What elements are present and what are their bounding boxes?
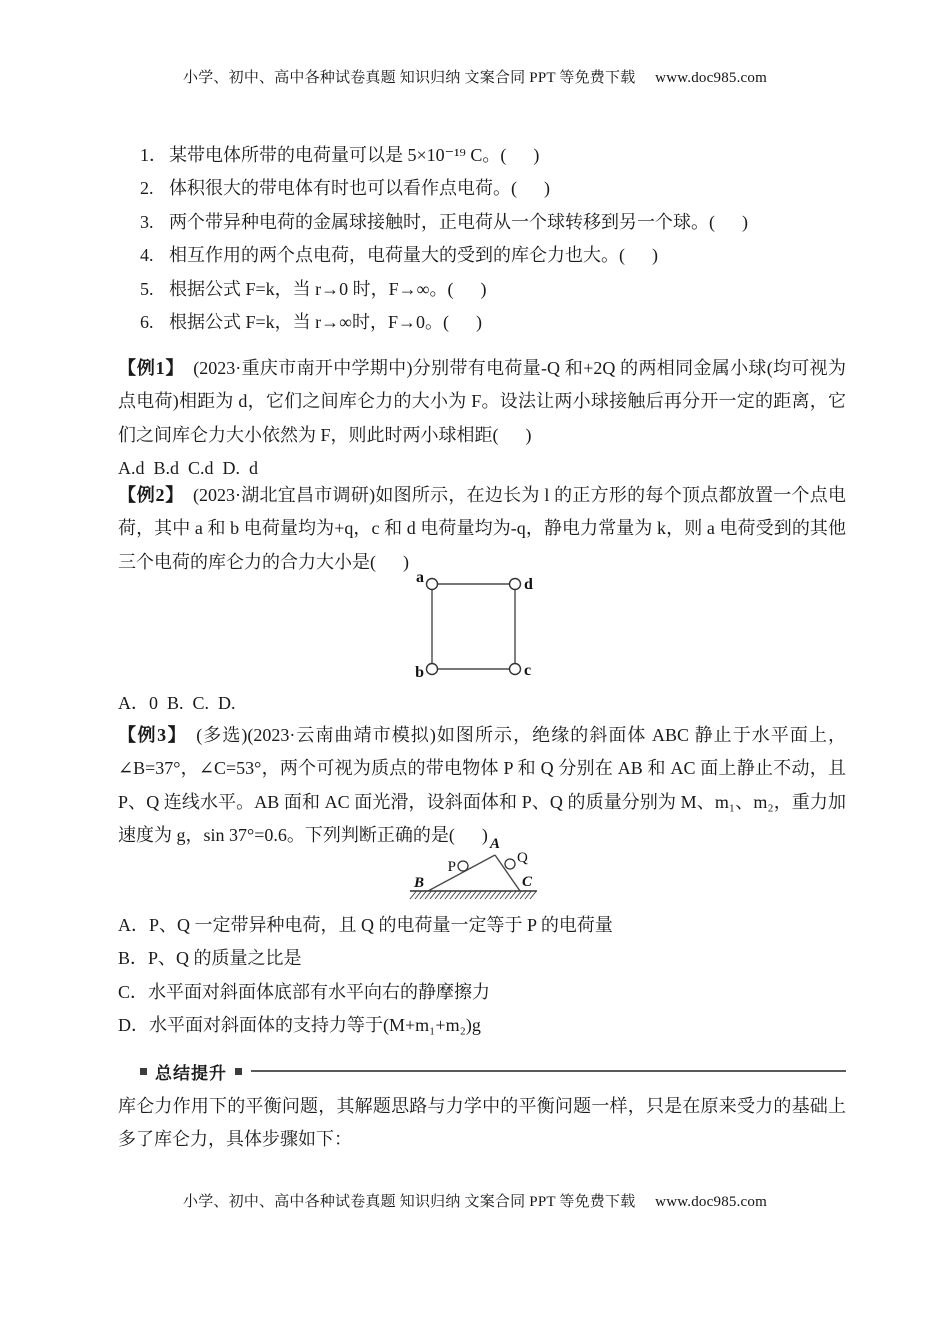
item-text: 根据公式 F=k，当 r→0 时，F→∞。( ): [169, 278, 487, 299]
vertex-label-c: C: [522, 874, 533, 890]
square-label-b: b: [415, 664, 424, 681]
charge-node-c: [510, 664, 521, 675]
example1-block: [118, 352, 846, 485]
header-banner: 小学、初中、高中各种试卷真题 知识归纳 文案合同 PPT 等免费下载 www.doc985.com: [183, 70, 767, 86]
square-marker-icon: [140, 1068, 147, 1075]
option-c: C．水平面对斜面体底部有水平向右的静摩擦力: [118, 981, 491, 1002]
item-text: 某带电体所带的电荷量可以是 5×10⁻¹⁹ C。( ): [169, 145, 540, 165]
item-number: 2.: [140, 178, 154, 199]
square-charges-figure: [406, 569, 546, 683]
example3-block: [118, 719, 846, 852]
object-label-p: P: [447, 859, 456, 875]
judgement-list: [140, 139, 850, 339]
item-number: 6.: [140, 312, 154, 333]
square-marker-icon: [235, 1068, 242, 1075]
charge-object-q: [505, 859, 515, 869]
object-label-q: Q: [517, 850, 528, 866]
charge-object-p: [458, 861, 468, 871]
summary-header: [140, 1062, 846, 1083]
charge-node-d: [510, 579, 521, 590]
example3-text: (多选)(2023·云南曲靖市模拟)如图所示，绝缘的斜面体 ABC 静止于水平面上，∠B=37°，∠C=53°，两个可视为质点的带电物体 P 和 Q 分别在 AB 和 AC 面上静止不动，且 P、Q 连线水平。AB 面和 AC 面光滑，设斜面体和 P、Q 的质量分别为 M、m₁、m₂，重力加速度为 g，sin 37°=0.6。下列判断正确的是( ): [118, 725, 847, 845]
example1-label: 【例1】: [118, 358, 185, 378]
summary-divider-line: [251, 1070, 846, 1072]
example2-options: A．0 B. C. D.: [118, 693, 236, 713]
item-number: 3.: [140, 211, 154, 232]
judgement-item-2: [140, 172, 850, 205]
footer-banner: 小学、初中、高中各种试卷真题 知识归纳 文案合同 PPT 等免费下载 www.doc985.com: [183, 1194, 767, 1210]
example1-text: (2023·重庆市南开中学期中)分别带有电荷量-Q 和+2Q 的两相同金属小球(均可视为点电荷)相距为 d，它们之间库仑力的大小为 F。设法让两小球接触后再分开一定的距离，它们之间库仑力大小依然为 F，则此时两小球相距( ): [118, 358, 847, 445]
example2-label: 【例2】: [118, 485, 185, 505]
charge-node-a: [427, 579, 438, 590]
item-text: 根据公式 F=k，当 r→∞时，F→0。( ): [169, 312, 482, 333]
summary-title: 总结提升: [155, 1063, 227, 1083]
vertex-label-b: B: [413, 875, 424, 891]
judgement-item-3: [140, 206, 850, 239]
example3-options: [118, 909, 850, 1043]
vertex-label-a: A: [489, 836, 501, 852]
option-b: B．P、Q 的质量之比是: [118, 948, 302, 969]
item-text: 体积很大的带电体有时也可以看作点电荷。( ): [169, 178, 550, 199]
judgement-item-6: [140, 306, 850, 339]
option-d: D．水平面对斜面体的支持力等于(M+m₁+m₂)g: [118, 1015, 481, 1036]
item-number: 4.: [140, 245, 154, 266]
item-text: 相互作用的两个点电荷，电荷量大的受到的库仑力也大。( ): [169, 245, 658, 266]
square-label-a: a: [416, 569, 424, 586]
incline-figure: [396, 834, 560, 910]
judgement-item-5: [140, 273, 850, 306]
square-label-c: c: [524, 662, 532, 679]
item-number: 1．: [140, 145, 167, 165]
judgement-item-1: [140, 139, 850, 172]
charge-node-b: [427, 664, 438, 675]
summary-paragraph: 库仑力作用下的平衡问题，其解题思路与力学中的平衡问题一样，只是在原来受力的基础上多了库仑力，具体步骤如下：: [118, 1096, 846, 1150]
example1-options: A.d B.d C.d D. d: [118, 457, 259, 478]
item-number: 5.: [140, 278, 154, 299]
square-label-d: d: [524, 576, 533, 593]
ground-hatching: [410, 892, 536, 900]
example2-text: (2023·湖北宜昌市调研)如图所示，在边长为 l 的正方形的每个顶点都放置一个点电荷，其中 a 和 b 电荷量均为+q，c 和 d 电荷量均为-q，静电力常量为 k，则 a 电荷受到的其他三个电荷的库仑力的合力大小是( ): [118, 485, 846, 572]
option-a: A．P、Q 一定带异种电荷，且 Q 的电荷量一定等于 P 的电荷量: [118, 915, 613, 935]
example3-label: 【例3】: [118, 725, 188, 745]
judgement-item-4: [140, 239, 850, 272]
item-text: 两个带异种电荷的金属球接触时，正电荷从一个球转移到另一个球。( ): [169, 211, 748, 232]
example2-block: [118, 479, 846, 579]
